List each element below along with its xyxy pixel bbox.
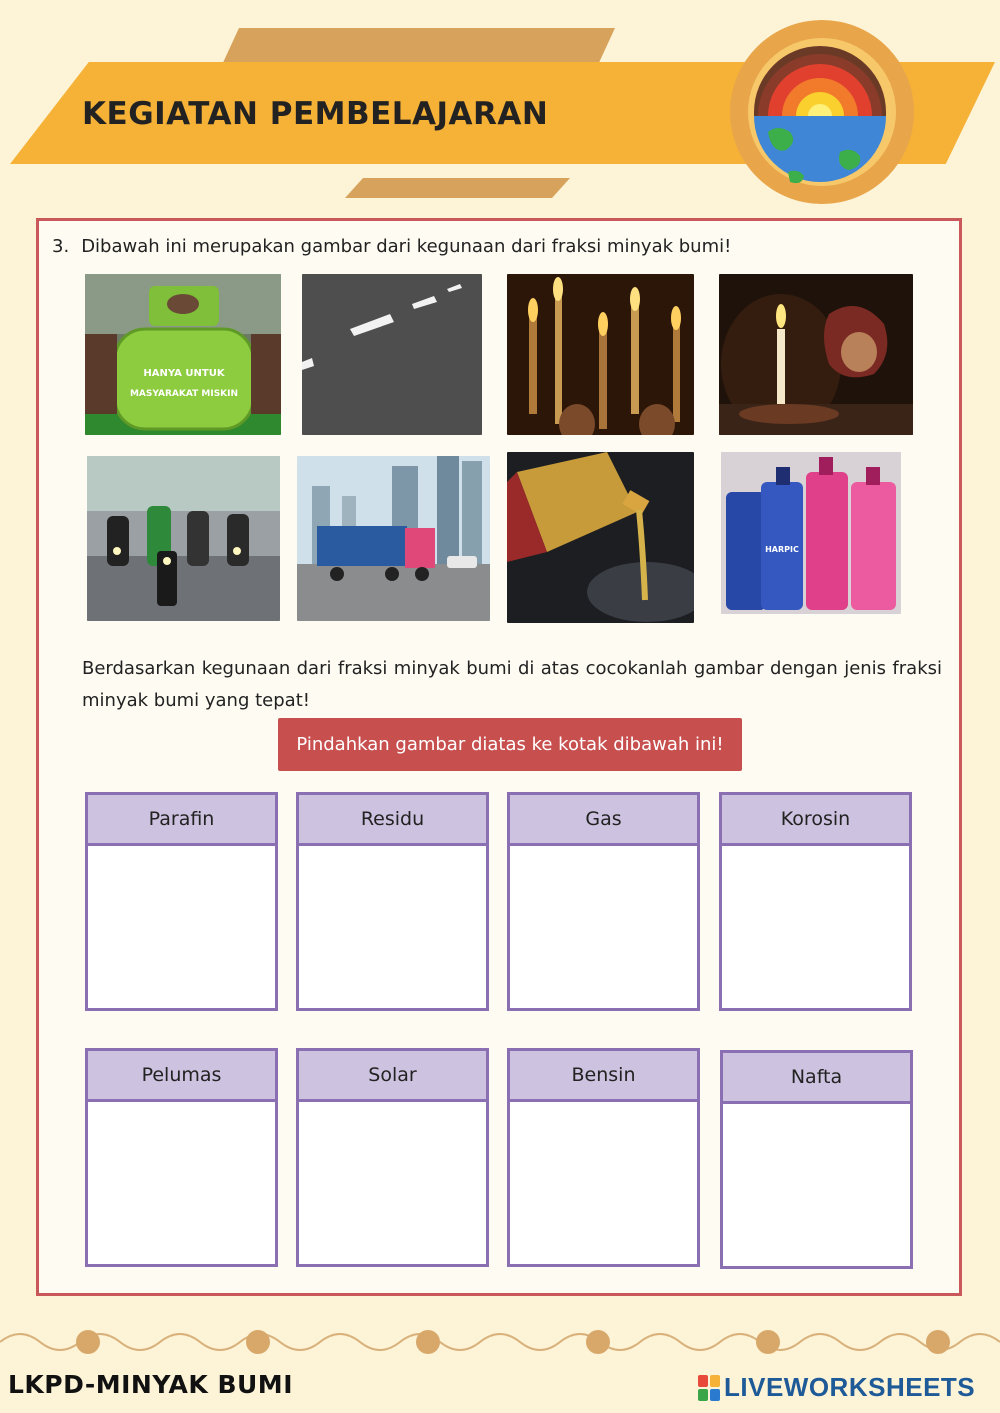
liveworksheets-brand: LIVEWORKSHEETS [724,1372,976,1402]
drop-box-label: Solar [299,1051,486,1102]
earth-layers-icon [728,12,916,212]
toilet-brand-label: HARPIC [765,545,799,554]
drop-box-parafin[interactable] [85,792,278,1011]
question [52,236,731,257]
header-banner-bottom [345,178,570,198]
drop-box-residu[interactable] [296,792,489,1011]
liveworksheets-icon [698,1375,720,1401]
page-title: KEGIATAN PEMBELAJARAN [82,96,549,132]
drop-box-pelumas[interactable] [85,1048,278,1267]
toilet-cleaner-photo[interactable] [721,452,901,614]
drop-box-label: Bensin [510,1051,697,1102]
drop-box-bensin[interactable] [507,1048,700,1267]
drop-box-label: Nafta [723,1053,910,1104]
question-number: 3. [52,236,70,257]
motorcycles-photo[interactable] [87,456,280,621]
gas-tank-label-1: HANYA UNTUK [143,368,225,379]
drop-box-gas[interactable] [507,792,700,1011]
asphalt-road-photo[interactable] [302,274,482,435]
drop-box-label: Gas [510,795,697,846]
motor-oil-photo[interactable] [507,452,694,623]
drop-box-label: Pelumas [88,1051,275,1102]
torch-parade-photo[interactable] [507,274,694,435]
drop-box-label: Parafin [88,795,275,846]
question-text: Dibawah ini merupakan gambar dari kegunaan dari fraksi minyak bumi! [81,236,732,257]
drop-box-label: Residu [299,795,486,846]
gas-tank-label-2: MASYARAKAT MISKIN [129,389,239,399]
lpg-gas-tank-photo[interactable] [85,274,281,435]
footer-title: LKPD-MINYAK BUMI [8,1370,293,1399]
liveworksheets-logo[interactable] [698,1372,975,1403]
drop-box-solar[interactable] [296,1048,489,1267]
truck-city-photo[interactable] [297,456,490,621]
move-images-banner: Pindahkan gambar diatas ke kotak dibawah ini! [278,718,742,771]
footer-ornament [0,1324,1000,1360]
drop-box-nafta[interactable] [720,1050,913,1269]
drop-box-label: Korosin [722,795,909,846]
candle-study-photo[interactable] [719,274,913,435]
instruction-text: Berdasarkan kegunaan dari fraksi minyak bumi di atas cocokanlah gambar dengan jenis fraksi minyak bumi yang tepat! [82,658,942,711]
drop-box-korosin[interactable] [719,792,912,1011]
